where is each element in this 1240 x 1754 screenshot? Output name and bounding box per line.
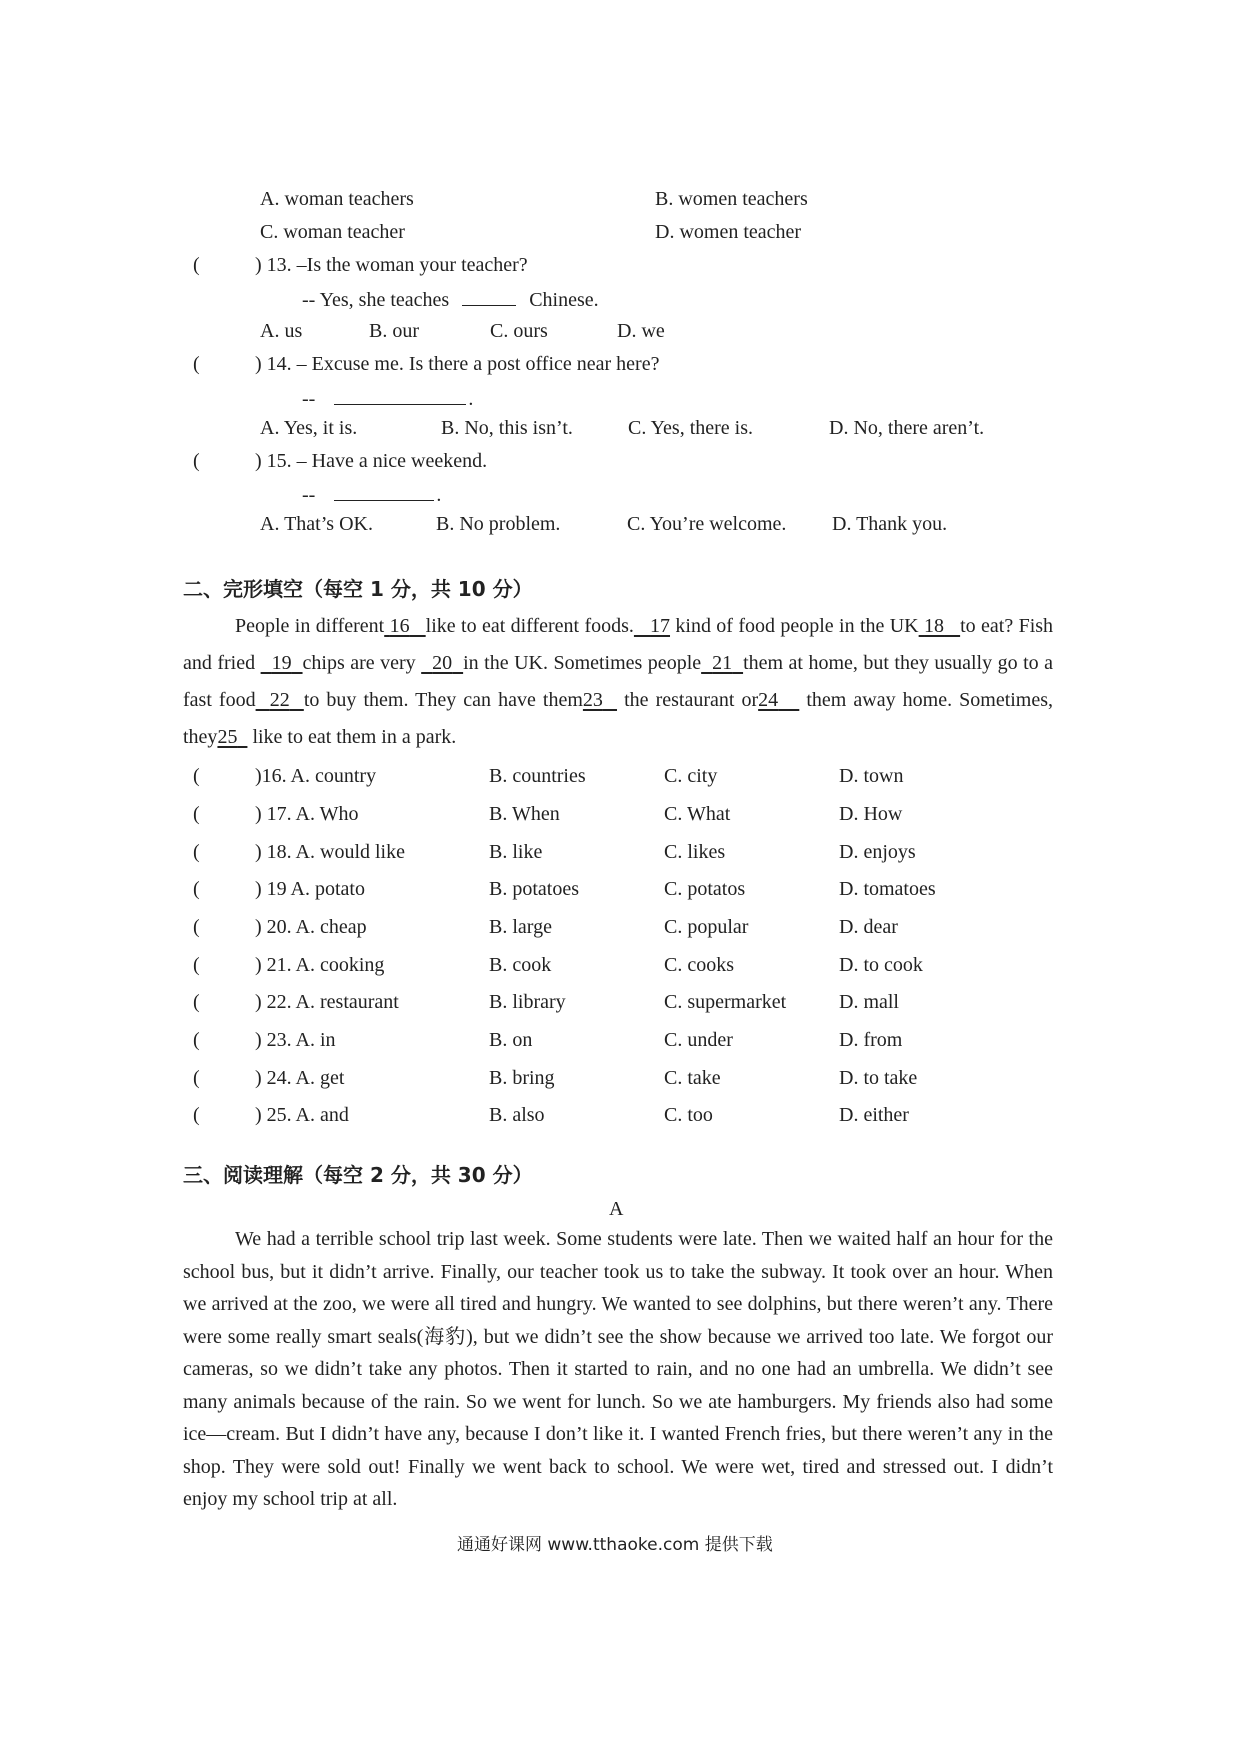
q16-option-d[interactable]: D. town [839,765,904,787]
q13-answer-paren[interactable]: ( [193,254,200,276]
q13-option-c[interactable]: C. ours [490,320,548,342]
q17-option-d[interactable]: D. How [839,803,903,825]
q16-option-b[interactable]: B. countries [489,765,586,787]
q18-answer-paren[interactable]: ( [193,841,200,863]
q22-option-c[interactable]: C. supermarket [664,991,787,1013]
q14-answer-paren[interactable]: ( [193,353,200,375]
cloze-text: like to eat them in a park. [252,726,457,748]
cloze-text: them at home, but they usually go to a fast food [183,652,1053,711]
q22-option-b[interactable]: B. library [489,991,566,1013]
q15-answer-pre: -- [302,484,316,506]
q14-option-b[interactable]: B. No, this isn’t. [441,417,573,439]
q23-option-d[interactable]: D. from [839,1029,903,1051]
q20-question: ) 20. A. cheap [255,916,367,938]
q19-option-c[interactable]: C. potatos [664,878,746,900]
q21-option-b[interactable]: B. cook [489,954,552,976]
q13-question: ) 13. –Is the woman your teacher? [255,254,528,276]
q21-option-c[interactable]: C. cooks [664,954,734,976]
cloze-blank-23[interactable]: 23 [582,689,603,711]
q24-option-d[interactable]: D. to take [839,1067,918,1089]
q23-answer-paren[interactable]: ( [193,1029,200,1051]
cloze-text: in the UK. Sometimes people [463,652,702,674]
cloze-blank-21[interactable]: 21 [712,652,733,674]
cloze-blank-20[interactable]: 20 [432,652,453,674]
cloze-blank-25[interactable]: 25 [217,726,238,748]
q12-option-a[interactable]: A. woman teachers [260,188,414,210]
q22-option-d[interactable]: D. mall [839,991,899,1013]
q18-question: ) 18. A. would like [255,841,405,863]
q13-answer-post: Chinese. [529,289,599,311]
q16-answer-paren[interactable]: ( [193,765,200,787]
q19-option-d[interactable]: D. tomatoes [839,878,936,900]
q15-option-c[interactable]: C. You’re welcome. [627,513,787,535]
q15-option-a[interactable]: A. That’s OK. [260,513,373,535]
cloze-text: them away home. Sometimes, they [183,689,1054,748]
q21-answer-paren[interactable]: ( [193,954,200,976]
q24-option-b[interactable]: B. bring [489,1067,555,1089]
reading-passage-a [183,1223,1053,1516]
q25-option-b[interactable]: B. also [489,1104,545,1126]
q14-answer-line [302,384,473,412]
q18-option-d[interactable]: D. enjoys [839,841,916,863]
q20-option-d[interactable]: D. dear [839,916,898,938]
q21-question: ) 21. A. cooking [255,954,385,976]
q15-blank[interactable] [334,480,434,501]
q15-answer-paren[interactable]: ( [193,450,200,472]
q14-option-d[interactable]: D. No, there aren’t. [829,417,985,439]
passage-label: A [609,1198,624,1220]
q25-answer-paren[interactable]: ( [193,1104,200,1126]
q13-option-d[interactable]: D. we [617,320,665,342]
q14-option-c[interactable]: C. Yes, there is. [628,417,754,439]
cloze-passage [183,608,1053,756]
q16-option-c[interactable]: C. city [664,765,718,787]
q15-option-d[interactable]: D. Thank you. [832,513,948,535]
q12-option-b[interactable]: B. women teachers [655,188,808,210]
q25-option-d[interactable]: D. either [839,1104,909,1126]
q25-question: ) 25. A. and [255,1104,349,1126]
q13-answer-pre: -- Yes, she teaches [302,289,450,311]
q17-option-c[interactable]: C. What [664,803,731,825]
q22-question: ) 22. A. restaurant [255,991,399,1013]
q19-option-b[interactable]: B. potatoes [489,878,579,900]
q14-question: ) 14. – Excuse me. Is there a post office near here? [255,353,660,375]
cloze-blank-18[interactable]: 18 [924,615,945,637]
q15-answer-post: . [436,484,442,506]
q19-answer-paren[interactable]: ( [193,878,200,900]
q21-option-d[interactable]: D. to cook [839,954,923,976]
footer-credit: 通通好课网 www.tthaoke.com 提供下载 [457,1535,773,1555]
q12-option-d[interactable]: D. women teacher [655,221,802,243]
q20-option-b[interactable]: B. large [489,916,552,938]
q15-question: ) 15. – Have a nice weekend. [255,450,488,472]
q12-option-c[interactable]: C. woman teacher [260,221,405,243]
cloze-blank-16[interactable]: 16 [389,615,410,637]
q17-option-b[interactable]: B. When [489,803,560,825]
reading-passage-text: We had a terrible school trip last week. Some students were late. Then we waited half an hour for the school bus, but it didn’t arrive. Finally, our teacher took us to take the subway. It took over an hour. When we arrived at the zoo, we were all tired and hungry. We wanted to see dolphins, but there weren’t any. There were some really smart seals(海豹), but we didn’t see the show because we arrived too late. We forgot our cameras, so we didn’t take any photos. Then it started to rain, and no one had an umbrella. We didn’t see many animals because of the rain. So we went for lunch. So we ate hamburgers. My friends also had some ice—cream. But I didn’t have any, because I don’t like it. I wanted French fries, but there weren’t any in the shop. They were sold out! Finally we went back to school. We were wet, tired and stressed out. I didn’t enjoy my school trip at all. [183,1228,1053,1510]
q23-option-c[interactable]: C. under [664,1029,733,1051]
cloze-text: like to eat different foods. [425,615,634,637]
q19-question: ) 19 A. potato [255,878,365,900]
section3-title: 三、阅读理解（每空 2 分，共 30 分） [183,1163,533,1187]
q24-option-c[interactable]: C. take [664,1067,721,1089]
q13-blank[interactable] [462,285,516,306]
q14-answer-pre: -- [302,388,316,410]
cloze-text: chips are very [302,652,416,674]
q16-question: )16. A. country [255,765,377,787]
q14-answer-post: . [468,388,474,410]
cloze-text: the restaurant or [624,689,759,711]
cloze-text: to buy them. They can have them [303,689,583,711]
q20-answer-paren[interactable]: ( [193,916,200,938]
cloze-blank-24[interactable]: 24 [758,689,779,711]
q23-option-b[interactable]: B. on [489,1029,533,1051]
q25-option-c[interactable]: C. too [664,1104,713,1126]
q20-option-c[interactable]: C. popular [664,916,749,938]
q13-answer-line [302,285,599,313]
cloze-blank-22[interactable]: 22 [269,689,290,711]
cloze-text: kind of food people in the UK [675,615,919,637]
q17-answer-paren[interactable]: ( [193,803,200,825]
q13-option-b[interactable]: B. our [369,320,419,342]
cloze-blank-19[interactable]: 19 [271,652,292,674]
section2-title: 二、完形填空（每空 1 分，共 10 分） [183,577,533,601]
q22-answer-paren[interactable]: ( [193,991,200,1013]
q13-option-a[interactable]: A. us [260,320,303,342]
q18-option-c[interactable]: C. likes [664,841,726,863]
q18-option-b[interactable]: B. like [489,841,543,863]
q14-blank[interactable] [334,384,466,405]
q15-answer-line [302,480,441,508]
q17-question: ) 17. A. Who [255,803,359,825]
q24-question: ) 24. A. get [255,1067,345,1089]
cloze-text: People in different [235,615,385,637]
cloze-blank-17[interactable]: 17 [650,615,671,637]
q14-option-a[interactable]: A. Yes, it is. [260,417,358,439]
cloze-text: to eat? Fish and fried [183,615,1054,674]
q23-question: ) 23. A. in [255,1029,336,1051]
q15-option-b[interactable]: B. No problem. [436,513,561,535]
q24-answer-paren[interactable]: ( [193,1067,200,1089]
